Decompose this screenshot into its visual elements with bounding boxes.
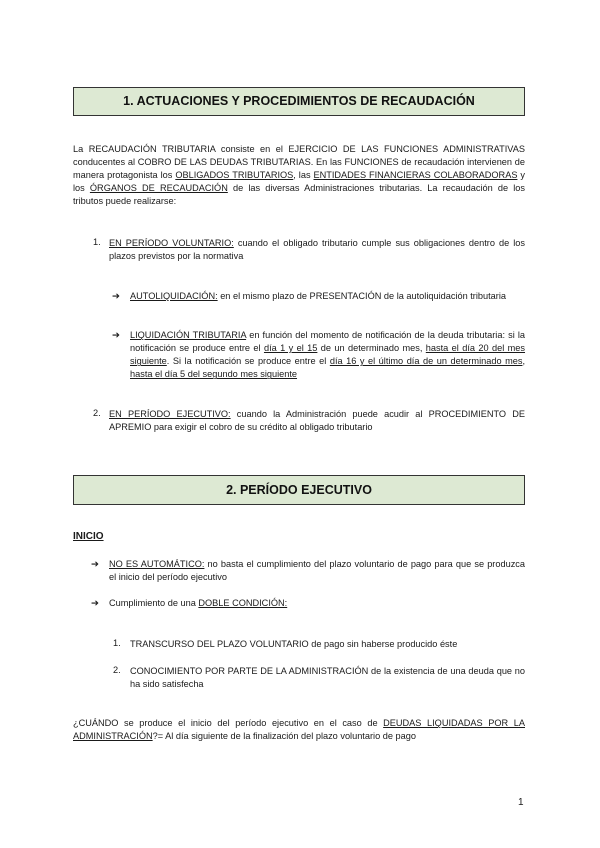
condition-conocimiento: CONOCIMIENTO POR PARTE DE LA ADMINISTRACIÓN de la existencia de una deuda que no ha sido satisfecha bbox=[130, 666, 525, 690]
list-number-2: 2. bbox=[93, 408, 101, 418]
question-underlined: DEUDAS LIQUIDADAS POR LA ADMINISTRACIÓN bbox=[73, 718, 525, 742]
intro-text-1: La RECAUDACIÓN TRIBUTARIA consiste en el EJERCICIO DE LAS FUNCIONES ADMINISTRATIVAS conducentes al COBRO DE LAS DEUDAS TRIBUTARIAS. En las FUNCIONES de recaudación intervienen de manera protagonista los bbox=[73, 144, 525, 181]
condition-number-1: 1. bbox=[113, 638, 121, 648]
list-number-1: 1. bbox=[93, 237, 101, 247]
intro-underlined-entidades: ENTIDADES FINANCIERAS COLABORADORAS bbox=[313, 170, 518, 181]
question-paragraph bbox=[73, 717, 525, 743]
sub-liquidacion-underlined-4: hasta el día 5 del segundo mes siguiente bbox=[130, 369, 298, 380]
bullet-no-es-automatico bbox=[109, 558, 525, 584]
bullet-doble-condicion-label: DOBLE CONDICIÓN: bbox=[198, 598, 288, 608]
page-number: 1 bbox=[518, 797, 524, 808]
inicio-label: INICIO bbox=[73, 531, 104, 542]
item-periodo-ejecutivo-text: cuando la Administración puede acudir al PROCEDIMIENTO DE APREMIO para exigir el cobro de su crédito al obligado tributario bbox=[109, 409, 525, 433]
item-periodo-voluntario-label: EN PERÍODO VOLUNTARIO: bbox=[109, 238, 234, 248]
section-1-heading bbox=[73, 87, 525, 116]
sub-autoliquidacion bbox=[130, 290, 525, 303]
question-text-1: ¿CUÁNDO se produce el inicio del período ejecutivo en el caso de bbox=[73, 718, 384, 728]
intro-underlined-obligados: OBLIGADOS TRIBUTARIOS bbox=[175, 170, 294, 181]
sub-autoliquidacion-text: en el mismo plazo de PRESENTACIÓN de la autoliquidación tributaria bbox=[217, 291, 506, 301]
bullet-no-es-automatico-text: no basta el cumplimiento del plazo voluntario de pago para que se produzca el inicio del período ejecutivo bbox=[109, 559, 525, 583]
sub-autoliquidacion-label: AUTOLIQUIDACIÓN: bbox=[130, 291, 218, 301]
sub-liquidacion-text-4: , bbox=[522, 356, 526, 367]
sub-liquidacion-text-3: . Si la notificación se produce entre el bbox=[166, 356, 330, 367]
sub-liquidacion-underlined-2: hasta el día 20 del mes siguiente bbox=[130, 343, 526, 367]
section-2-heading bbox=[73, 475, 525, 505]
section-2-heading-text: 2. PERÍODO EJECUTIVO bbox=[226, 483, 372, 497]
intro-underlined-organos: ÓRGANOS DE RECAUDACIÓN bbox=[89, 183, 228, 194]
item-periodo-ejecutivo-label: EN PERÍODO EJECUTIVO: bbox=[109, 409, 231, 419]
sub-liquidacion-text-1: en función del momento de notificación de la deuda tributaria: si la notificación se produce entre el bbox=[130, 330, 525, 354]
sub-liquidacion-underlined-3: día 16 y el último día de un determinado mes bbox=[329, 356, 523, 367]
condition-transcurso: TRANSCURSO DEL PLAZO VOLUNTARIO de pago sin haberse producido éste bbox=[130, 639, 458, 649]
intro-text-4: de las diversas Administraciones tributarias. La recaudación de los tributos puede realizarse: bbox=[73, 183, 525, 207]
section-1-heading-text: 1. ACTUACIONES Y PROCEDIMIENTOS DE RECAUDACIÓN bbox=[123, 94, 475, 108]
sub-liquidacion-underlined-1: día 1 y el 15 bbox=[263, 343, 318, 354]
sub-liquidacion-text-2: de un determinado mes, bbox=[317, 343, 426, 354]
bullet-doble-condicion bbox=[109, 597, 525, 610]
bullet-doble-condicion-text: Cumplimiento de una bbox=[109, 598, 199, 608]
item-periodo-voluntario-text: cuando el obligado tributario cumple sus obligaciones dentro de los plazos previstos por la normativa bbox=[109, 238, 525, 262]
intro-text-2: , las bbox=[293, 170, 314, 181]
intro-text-3: y los bbox=[73, 170, 525, 194]
item-periodo-voluntario bbox=[109, 237, 525, 263]
sub-liquidacion-label: LIQUIDACIÓN TRIBUTARIA bbox=[130, 330, 247, 340]
arrow-icon: ➔ bbox=[91, 598, 99, 609]
intro-paragraph bbox=[73, 143, 525, 208]
arrow-icon: ➔ bbox=[112, 330, 120, 341]
arrow-icon: ➔ bbox=[112, 291, 120, 302]
condition-number-2: 2. bbox=[113, 665, 121, 675]
bullet-no-es-automatico-label: NO ES AUTOMÁTICO: bbox=[109, 559, 205, 569]
item-periodo-ejecutivo bbox=[109, 408, 525, 434]
arrow-icon: ➔ bbox=[91, 559, 99, 570]
sub-liquidacion-tributaria bbox=[130, 329, 525, 381]
question-text-2: ?= Al día siguiente de la finalización del plazo voluntario de pago bbox=[152, 731, 416, 742]
